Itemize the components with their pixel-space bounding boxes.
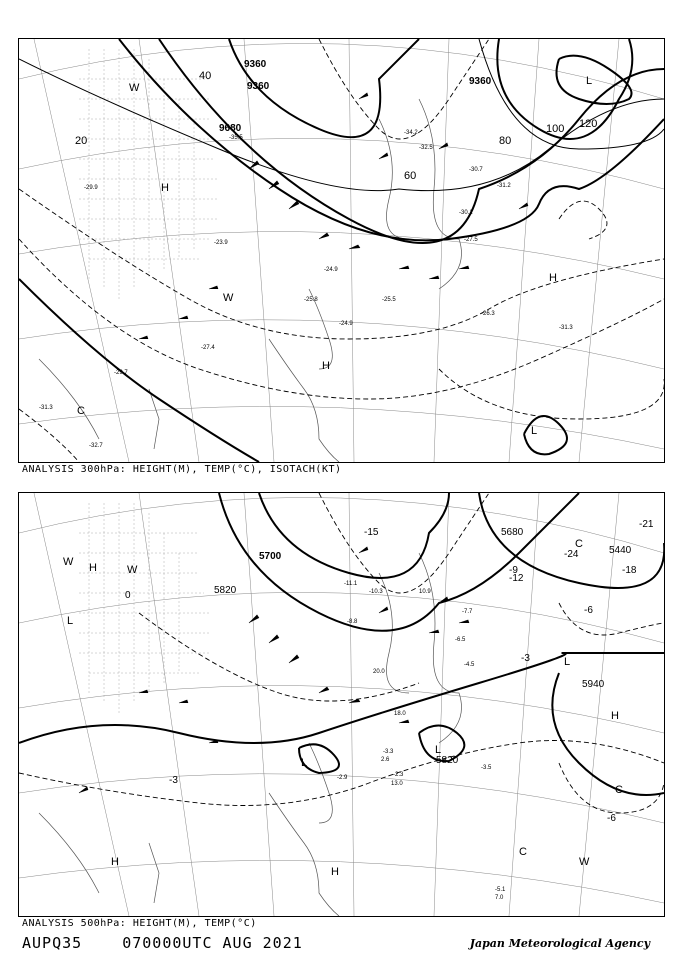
temp-contour-label: -12	[509, 573, 524, 584]
height-label: 5700	[259, 551, 282, 562]
warm-center: W	[127, 564, 138, 576]
temp-contour-label: -3	[169, 775, 178, 786]
station-value: -8.8	[347, 619, 358, 625]
temp-contour-label: -21	[639, 519, 654, 530]
height-label: 9360	[469, 76, 492, 87]
low-pressure-center: L	[435, 744, 442, 756]
low-pressure-center: L	[564, 656, 571, 668]
isotach-label: 20	[75, 135, 88, 147]
height-label: 5820	[214, 585, 237, 596]
isotach-label: 40	[199, 70, 212, 82]
height-label: 5940	[582, 679, 605, 690]
height-label: 9360	[244, 59, 267, 70]
temp-value: -32.5	[419, 145, 433, 151]
station-value: 7.0	[495, 895, 504, 901]
temp-contour-label: -6	[584, 605, 593, 616]
high-pressure-center: H	[161, 182, 169, 194]
station-value: -3.3	[383, 749, 394, 755]
low-pressure-center: L	[67, 615, 74, 627]
high-pressure-center: H	[331, 866, 339, 878]
warm-center: W	[129, 82, 140, 94]
temp-value: -30.1	[459, 210, 473, 216]
high-pressure-center: H	[322, 360, 330, 372]
panel-500hpa-map	[18, 492, 665, 917]
temp-contour-label: -15	[364, 527, 379, 538]
temp-value: -32.7	[89, 443, 103, 449]
isotherms	[19, 39, 664, 462]
height-label: 9360	[247, 81, 270, 92]
isotach-label: 120	[579, 118, 598, 130]
temp-contour-label: -18	[622, 565, 637, 576]
temp-value: -27.4	[201, 345, 215, 351]
isotach-label: 60	[404, 170, 417, 182]
temp-value: -34.2	[404, 130, 418, 136]
temp-contour-label: -6	[607, 813, 616, 824]
height-contours	[19, 493, 664, 795]
terrain-hatch	[79, 49, 219, 299]
station-value: -11.1	[344, 581, 358, 587]
isotachs	[19, 39, 664, 191]
caption-300hpa: ANALYSIS 300hPa: HEIGHT(M), TEMP(°C), ISOTACH(KT)	[22, 464, 342, 475]
temp-value: -29.9	[84, 185, 98, 191]
temp-value: -31.3	[559, 325, 573, 331]
station-value: -6.5	[455, 637, 466, 643]
height-label: 9680	[219, 123, 242, 134]
station-value: -2.3	[393, 772, 404, 778]
station-value: 20.0	[373, 669, 385, 675]
panel-300hpa-map	[18, 38, 665, 463]
high-pressure-center: H	[111, 856, 119, 868]
temp-value: -29.7	[114, 370, 128, 376]
warm-center: W	[223, 292, 234, 304]
station-value: 18.0	[394, 711, 406, 717]
height-label: 5440	[609, 545, 632, 556]
cold-center: C	[615, 784, 623, 796]
temp-value: -27.5	[464, 237, 478, 243]
temp-value: -31.3	[39, 405, 53, 411]
station-value: 13.0	[391, 781, 403, 787]
high-pressure-center: H	[549, 272, 557, 284]
temp-value: -31.2	[497, 183, 511, 189]
station-value: -3.5	[481, 765, 492, 771]
temp-value: -26.3	[481, 311, 495, 317]
temp-value: -24.9	[324, 267, 338, 273]
temp-contour-label: -24	[564, 549, 579, 560]
height-label: 5820	[436, 755, 459, 766]
temp-value: -24.9	[339, 321, 353, 327]
temp-contour-label: -9	[509, 565, 518, 576]
valid-time: 070000UTC AUG 2021	[122, 934, 303, 952]
temp-value: -25.8	[304, 297, 318, 303]
isotach-label: 100	[546, 123, 565, 135]
chart-identifier	[22, 934, 333, 952]
station-value: -2.9	[337, 775, 348, 781]
high-pressure-center: H	[89, 562, 97, 574]
chart-code: AUPQ35	[22, 934, 83, 952]
low-pressure-center: L	[531, 425, 538, 437]
isotach-label: 80	[499, 135, 512, 147]
temp-value: -35.5	[229, 135, 243, 141]
low-pressure-center: L	[301, 757, 308, 769]
high-pressure-center: H	[611, 710, 619, 722]
agency-credit: Japan Meteorological Agency	[469, 937, 650, 950]
cold-center: C	[77, 405, 85, 417]
station-value: -7.7	[462, 609, 473, 615]
warm-center: W	[579, 856, 590, 868]
temp-contour-label: 0	[125, 590, 131, 601]
station-value: -10.3	[369, 589, 383, 595]
station-value: 2.6	[381, 757, 390, 763]
cold-center: C	[575, 538, 583, 550]
map-500hpa	[19, 493, 664, 916]
map-300hpa	[19, 39, 664, 462]
low-pressure-center: L	[586, 75, 593, 87]
station-value: -5.1	[495, 887, 506, 893]
caption-500hpa: ANALYSIS 500hPa: HEIGHT(M), TEMP(°C)	[22, 918, 257, 929]
station-value: -4.5	[464, 662, 475, 668]
temp-value: -30.7	[469, 167, 483, 173]
temp-value: -23.9	[214, 240, 228, 246]
height-label: 5680	[501, 527, 524, 538]
station-value: 10.9	[419, 589, 431, 595]
warm-center: W	[63, 556, 74, 568]
cold-center: C	[519, 846, 527, 858]
temp-value: -25.5	[382, 297, 396, 303]
temp-contour-label: -3	[521, 653, 530, 664]
